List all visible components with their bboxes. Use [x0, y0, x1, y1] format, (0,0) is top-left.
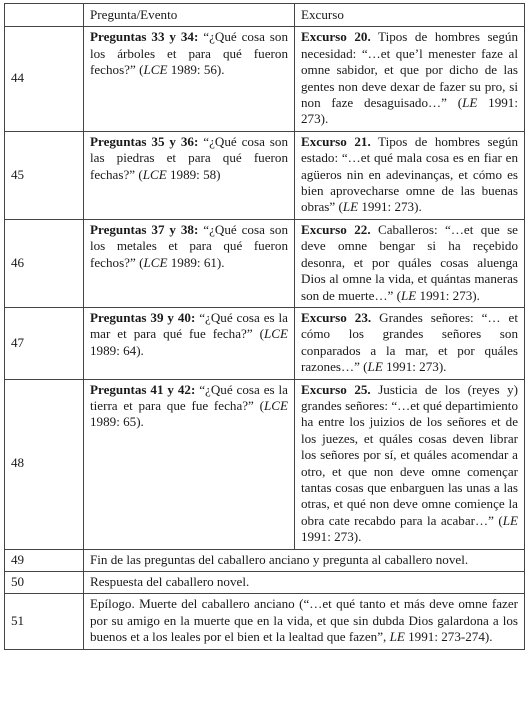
- table-row: [5, 307, 525, 379]
- question-text: “¿Qué cosa son los árboles et para qué fueron fechos?” (: [90, 29, 288, 78]
- excursus-cell: [295, 307, 525, 379]
- excursus-ref: LE: [367, 359, 383, 375]
- row-number: 51: [5, 594, 84, 649]
- excursus-tail: 1991: 273).: [416, 287, 480, 303]
- epilogue-text: Epílogo. Muerte del caballero anciano (“…et qué tanto et más deve omne fazer por su amigo en la muerte que en la vida, et que sin dubda Dios galardona a los buenos et a los leales por el bien et la lealtad que fazen”,: [90, 596, 518, 645]
- question-ref: LCE: [142, 166, 167, 182]
- header-number: [5, 4, 84, 27]
- events-excursus-table: [4, 3, 525, 650]
- excursus-tail: 1991: 273).: [382, 359, 447, 375]
- question-text: “¿Qué cosa es la mar et para qué fue fecha?” (: [90, 309, 288, 342]
- question-heading: Preguntas 37 y 38:: [90, 221, 199, 237]
- question-ref: LCE: [263, 397, 288, 413]
- row-number: 48: [5, 379, 84, 549]
- question-ref: LCE: [143, 62, 168, 78]
- row-number: 46: [5, 219, 84, 307]
- excursus-ref: LE: [462, 95, 478, 111]
- table-row: [5, 572, 525, 594]
- excursus-heading: Excurso 21.: [301, 133, 371, 149]
- table-row: [5, 549, 525, 571]
- excursus-tail: 1991: 273).: [301, 95, 518, 127]
- question-tail: 1989: 56).: [167, 62, 225, 78]
- question-text: “¿Qué cosa es la tierra et para que fue fecha?” (: [90, 381, 288, 413]
- header-excursus: Excurso: [295, 4, 525, 27]
- excursus-heading: Excurso 25.: [301, 381, 371, 397]
- excursus-tail: 1991: 273).: [301, 529, 362, 545]
- excursus-cell: [295, 379, 525, 549]
- row-number: 45: [5, 131, 84, 219]
- excursus-text: Caballeros: “…et que se deve omne bengar si ha reçebido desonra, et por quáles cosas aluenga Dios al omne la vida, et quántas maneras son de muerte…” (: [301, 221, 518, 303]
- question-cell: [84, 379, 295, 549]
- excursus-cell: [295, 27, 525, 131]
- header-question-event: Pregunta/Evento: [84, 4, 295, 27]
- row-number: 47: [5, 307, 84, 379]
- epilogue-tail: 1991: 273-274).: [404, 629, 493, 645]
- question-tail: 1989: 65).: [90, 414, 144, 430]
- row-number: 44: [5, 27, 84, 131]
- excursus-heading: Excurso 20.: [301, 29, 371, 45]
- question-heading: Preguntas 33 y 34:: [90, 29, 199, 45]
- question-heading: Preguntas 39 y 40:: [90, 309, 196, 325]
- question-cell: [84, 27, 295, 131]
- epilogue-ref: LE: [389, 629, 405, 645]
- excursus-ref: LE: [401, 287, 417, 303]
- question-tail: 1989: 64).: [90, 342, 144, 358]
- question-ref: LCE: [143, 254, 168, 270]
- row-number: 50: [5, 572, 84, 594]
- question-text: “¿Qué cosa son los metales et para qué fueron fechos?” (: [90, 221, 288, 270]
- excursus-tail: 1991: 273).: [358, 199, 422, 215]
- question-tail: 1989: 58): [166, 166, 221, 182]
- question-cell: [84, 307, 295, 379]
- question-text: “¿Qué cosa son las piedras et para qué fueron fechas?” (: [90, 133, 288, 182]
- table-row: [5, 379, 525, 549]
- excursus-ref: LE: [342, 199, 359, 215]
- row-number: 49: [5, 549, 84, 571]
- table-row: [5, 219, 525, 307]
- event-cell: Fin de las preguntas del caballero anciano y pregunta al caballero novel.: [84, 549, 525, 571]
- excursus-text: Tipos de hombres según necesidad: “…et que’l menester faze al omne sabidor, et que por dicho de las gentes non deve dexar de fazer su pro, si non faze desaguisado…” (: [301, 29, 518, 111]
- question-cell: [84, 131, 295, 219]
- excursus-cell: [295, 131, 525, 219]
- event-cell: Respuesta del caballero novel.: [84, 572, 525, 594]
- table-header-row: [5, 4, 525, 27]
- table-row: [5, 594, 525, 649]
- question-cell: [84, 219, 295, 307]
- epilogue-cell: [84, 594, 525, 649]
- table-row: [5, 27, 525, 131]
- table-row: [5, 131, 525, 219]
- excursus-text: Tipos de hombres según estado: “…et qué mala cosa es en fiar en agüeros nin en adevinanças, et cómo es bien aprovecharse omne de las buenas obras” (: [301, 133, 518, 215]
- question-ref: LCE: [263, 326, 288, 342]
- question-tail: 1989: 61).: [167, 254, 225, 270]
- excursus-heading: Excurso 23.: [301, 309, 372, 325]
- excursus-text: Grandes señores: “… et cómo los grandes señores son conparados a la mar, et por quáles razones…” (: [301, 309, 519, 375]
- question-heading: Preguntas 35 y 36:: [90, 133, 199, 149]
- excursus-ref: LE: [502, 512, 518, 528]
- excursus-text: Justicia de los (reyes y) grandes señores: “…et qué departimiento ha entre los juizios de los señores et de los juezes, et quáles cosas deven librar los señores por sí, et quáles acomendar a otro, et que non deve omne començar tantas cosas que enbarguen las unas a las otras, et qué non deve omne comiençe la obra cate recabdo para la acabar…” (: [301, 381, 518, 528]
- question-heading: Preguntas 41 y 42:: [90, 381, 196, 397]
- excursus-heading: Excurso 22.: [301, 221, 371, 237]
- excursus-cell: [295, 219, 525, 307]
